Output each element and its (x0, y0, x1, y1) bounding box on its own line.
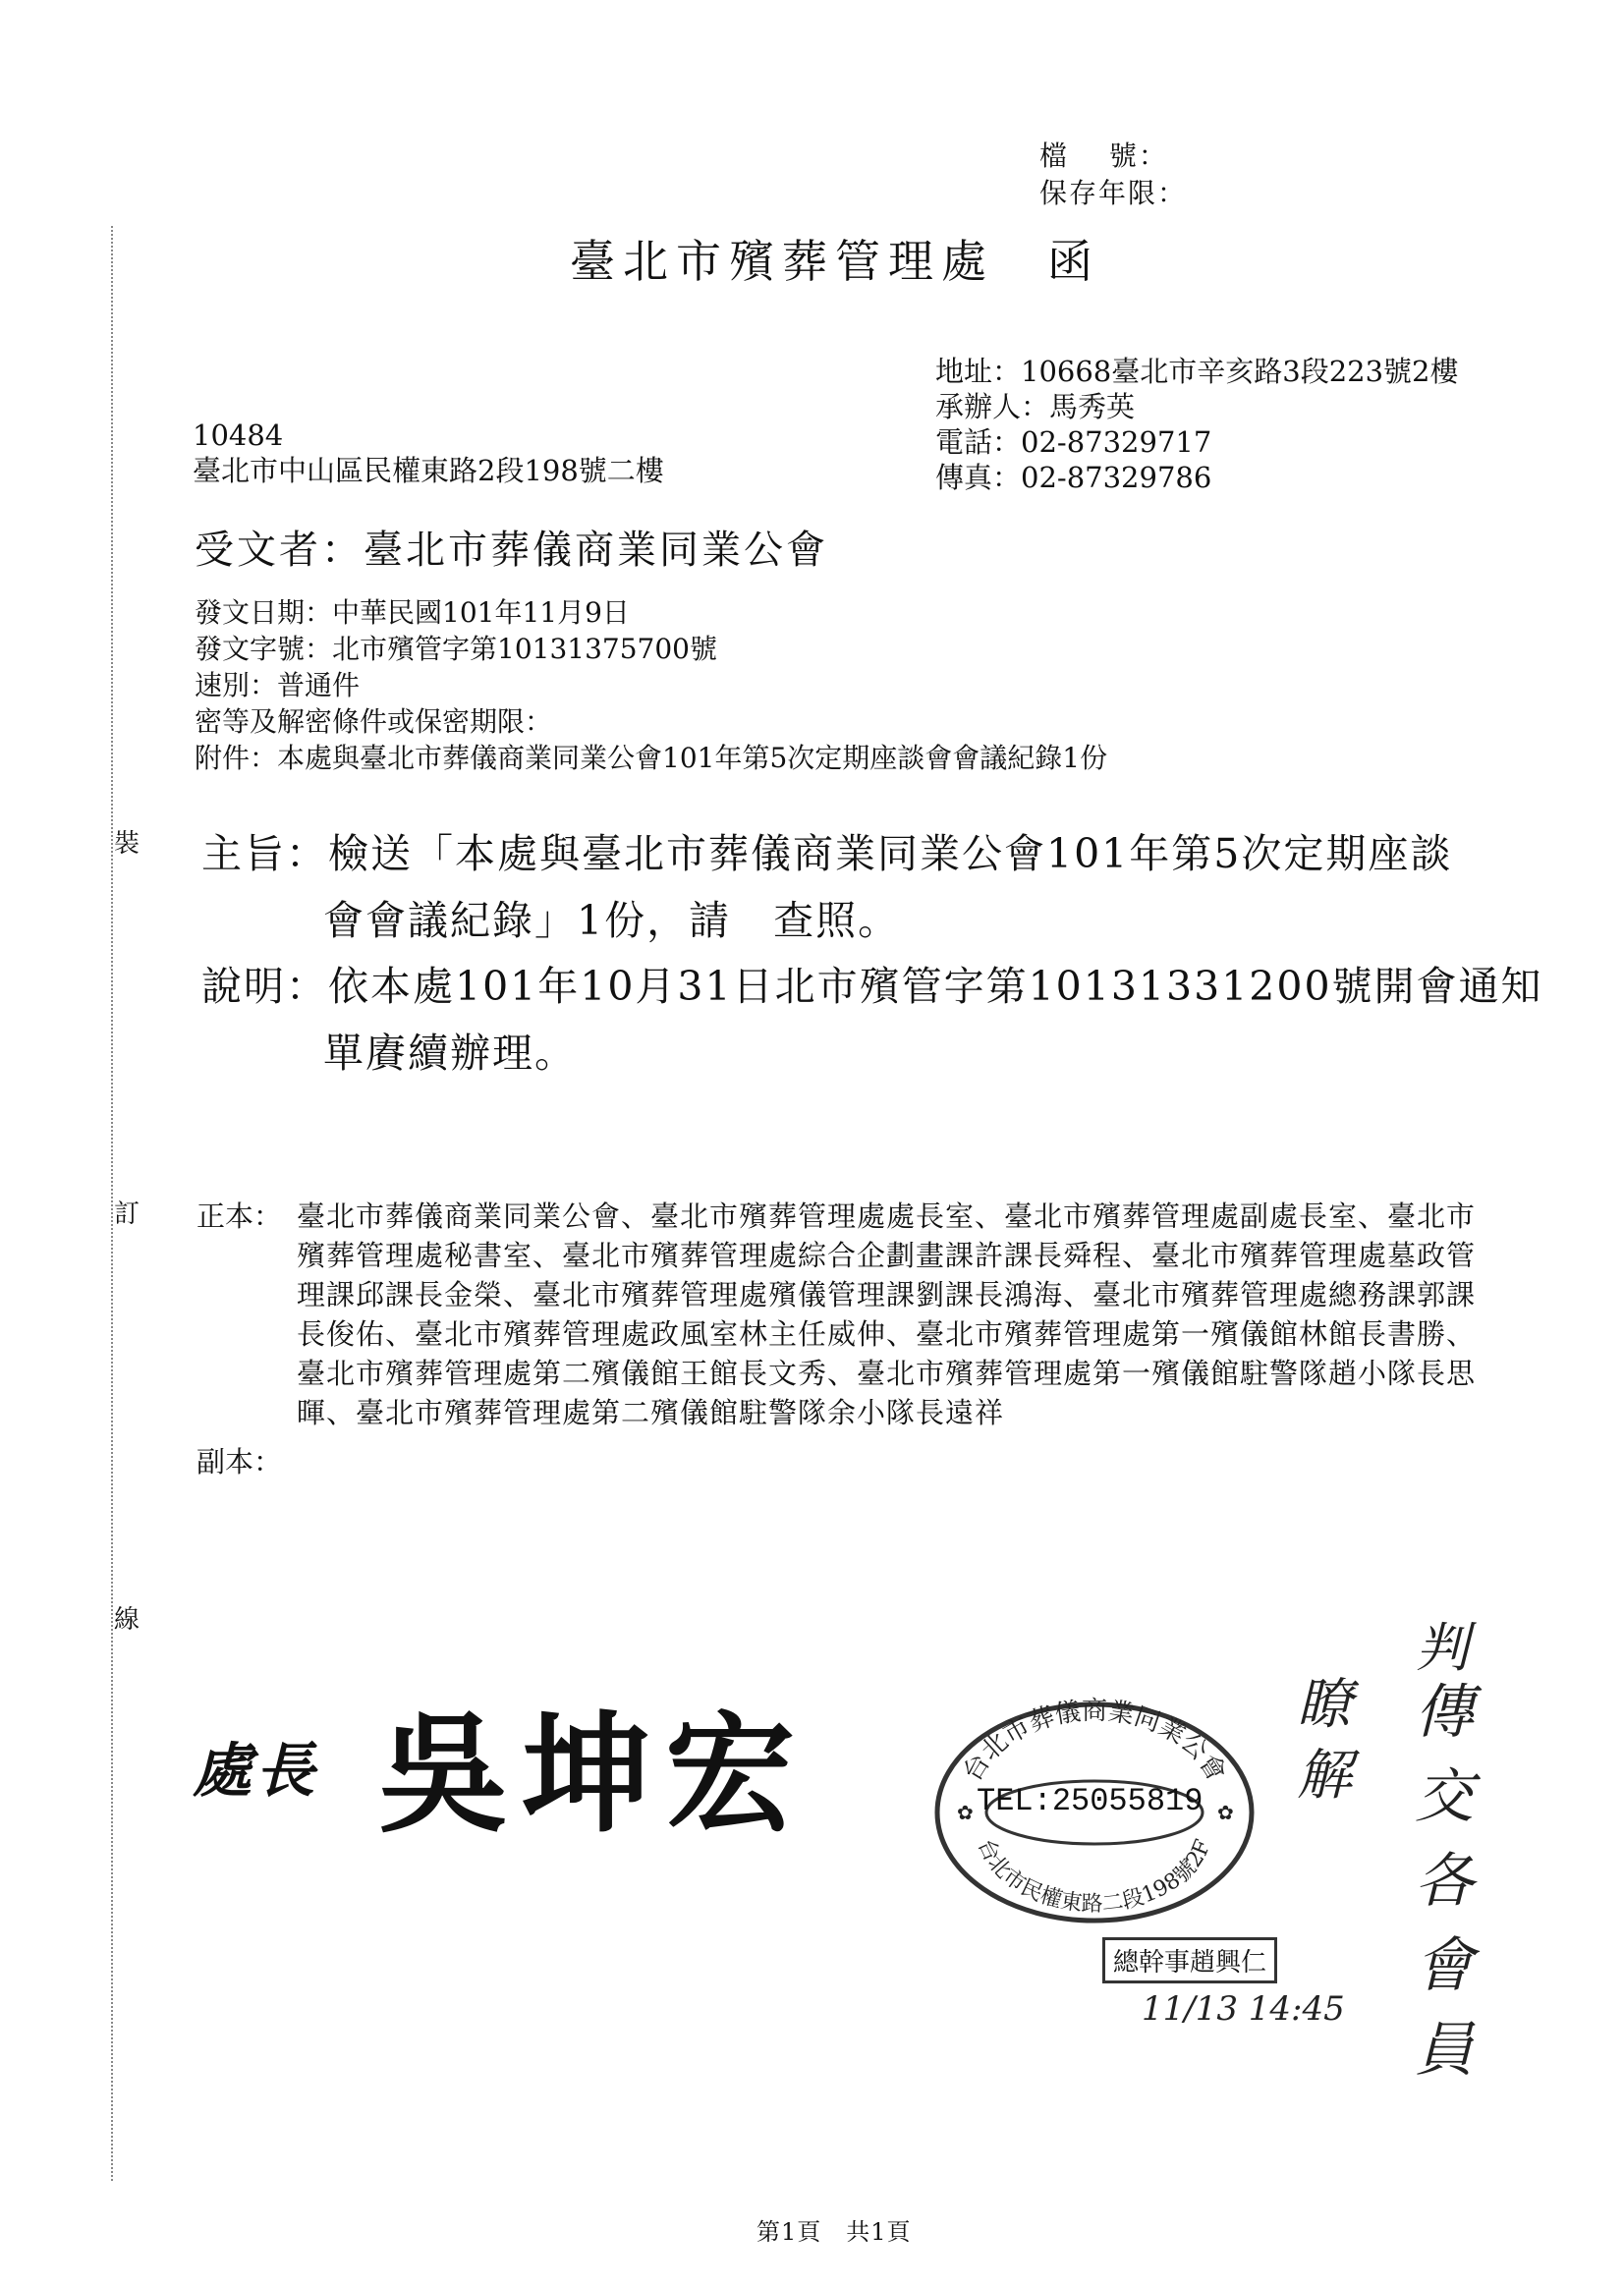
receiver: 受文者：臺北市葬儀商業同業公會 (195, 528, 828, 573)
handwriting-note-3: 傳交各會員 (1415, 1678, 1474, 2085)
signature-name: 吳坤宏 (378, 1699, 809, 1851)
document-number: 發文字號：北市殯管字第10131375700號 (195, 633, 717, 665)
document-meta (195, 594, 1107, 776)
signature-title: 處長 (193, 1737, 318, 1806)
secretary-stamp: 總幹事趙興仁 (1102, 1937, 1277, 1983)
subject-line-2: 會會議紀錄」1份，請 查照。 (323, 897, 901, 944)
svg-text:✿: ✿ (957, 1801, 974, 1824)
recipient-address (193, 418, 664, 488)
explanation-line-2: 單賡續辦理。 (323, 1030, 577, 1077)
issue-date: 發文日期：中華民國101年11月9日 (195, 596, 630, 629)
margin-mark-line: 線 (114, 1605, 140, 1635)
stamp-tel: TEL:25055819 (977, 1783, 1204, 1819)
document-title: 臺北市殯葬管理處 函 (570, 235, 1100, 288)
handwriting-note-1: 判 (1416, 1617, 1469, 1679)
sender-phone: 電話：02-87329717 (935, 425, 1212, 459)
distribution-list (196, 1197, 1484, 1481)
cc-label: 副本： (196, 1445, 283, 1478)
secrecy-field: 密等及解密條件或保密期限： (195, 705, 553, 738)
stamp-bottom-text: 台北市民權東路二段198號2F (972, 1835, 1216, 1918)
sender-info (935, 354, 1459, 495)
binding-margin-line (111, 226, 113, 2181)
explanation-paragraph (201, 953, 1543, 1087)
handwriting-date: 11/13 14:45 (1142, 1989, 1345, 2029)
subject-line-1: 主旨：檢送「本處與臺北市葬儀商業同業公會101年第5次定期座談 (201, 830, 1453, 877)
subject-paragraph (201, 820, 1452, 954)
handwriting-note-2: 瞭解 (1297, 1673, 1352, 1808)
speed-class: 速別：普通件 (195, 669, 361, 701)
margin-mark-bind: 裝 (114, 829, 140, 859)
retention-label: 保存年限： (1039, 177, 1188, 209)
main-copy-recipients: 臺北市葬儀商業同業公會、臺北市殯葬管理處處長室、臺北市殯葬管理處副處長室、臺北市殯葬管理處秘書室、臺北市殯葬管理處綜合企劃畫課許課長舜程、臺北市殯葬管理處墓政管理課邱課長金榮、臺北市殯葬管理處殯儀管理課劉課長鴻海、臺北市殯葬管理處總務課郭課長俊佑、臺北市殯葬管理處政風室林主任威伸、臺北市殯葬管理處第一殯儀館林館長書勝、臺北市殯葬管理處第二殯儀館王館長文秀、臺北市殯葬管理處第一殯儀館駐警隊趙小隊長思暉、臺北市殯葬管理處第二殯儀館駐警隊余小隊長遠祥 (297, 1199, 1477, 1429)
svg-text:✿: ✿ (1217, 1801, 1234, 1824)
sender-address: 地址：10668臺北市辛亥路3段223號2樓 (935, 355, 1459, 388)
page-footer: 第1頁 共1頁 (756, 2218, 912, 2246)
margin-mark-stitch: 訂 (114, 1199, 140, 1229)
attachment-field: 附件：本處與臺北市葬儀商業同業公會101年第5次定期座談會會議紀錄1份 (195, 742, 1108, 774)
sender-fax: 傳真：02-87329786 (935, 461, 1212, 494)
archive-info (1039, 138, 1187, 212)
explanation-line-1: 說明：依本處101年10月31日北市殯管字第10131331200號開會通知 (201, 963, 1543, 1010)
main-copy-label: 正本： (196, 1199, 283, 1233)
file-number-label: 檔 號： (1039, 139, 1168, 172)
stamp-top-text: 台北市葬儀商業同業公會 (957, 1697, 1232, 1787)
recipient-zip: 10484 (193, 418, 284, 452)
sender-handler: 承辦人：馬秀英 (935, 390, 1136, 423)
recipient-street: 臺北市中山區民權東路2段198號二樓 (193, 454, 664, 487)
